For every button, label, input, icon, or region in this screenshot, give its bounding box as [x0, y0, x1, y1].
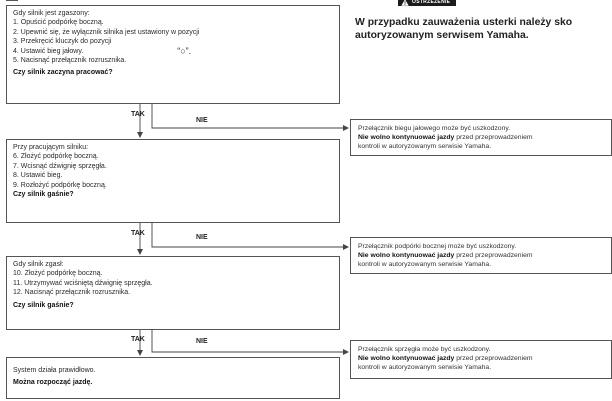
failure1-line-2 — [358, 133, 605, 142]
warning-text-line-1: W przypadku zauważenia usterki należy sko — [355, 17, 573, 28]
top-edge-rule — [6, 0, 18, 4]
step-box-1 — [6, 5, 340, 104]
arrow-no-2 — [152, 223, 348, 247]
step1-line-3: 3. Przekręcić kluczyk do pozycji — [13, 38, 112, 46]
failure2-warning: Nie wolno kontynuować jazdy — [358, 252, 455, 260]
failure3-line-2-rest: przed przeprowadzeniem — [454, 355, 533, 363]
failure1-warning: Nie wolno kontynuować jazdy — [358, 134, 455, 142]
step2-line-4: 9. Rozłożyć podpórkę boczną. — [13, 181, 107, 189]
step2-line-1: 6. Złożyć podpórkę boczną. — [13, 153, 99, 161]
step4-line-0: System działa prawidłowo. — [13, 367, 96, 374]
warning-text-line-2: autoryzowanym serwisem Yamaha. — [355, 29, 529, 41]
yes-label-1: TAK — [131, 111, 145, 118]
warning-triangle-icon — [401, 0, 409, 6]
warning-text — [355, 17, 612, 42]
failure2-line-2-rest: przed przeprowadzeniem — [454, 252, 533, 260]
arrow-no-1 — [152, 104, 348, 128]
step2-question: Czy silnik gaśnie? — [13, 191, 74, 199]
step1-line-0: Gdy silnik jest zgaszony: — [13, 10, 90, 17]
no-label-3: NIE — [196, 338, 208, 345]
failure3-warning: Nie wolno kontynuować jazdy — [358, 355, 455, 363]
step3-question: Czy silnik gaśnie? — [13, 301, 74, 309]
no-label-1: NIE — [196, 117, 208, 124]
failure2-line-2 — [358, 251, 605, 260]
no-label-2: NIE — [196, 234, 208, 241]
step-box-3 — [6, 256, 340, 330]
failure2-line-1: Przełącznik podpórki bocznej może być uszkodzony. — [358, 243, 517, 250]
step2-line-0: Przy pracującym silniku: — [13, 144, 89, 151]
step1-line-5: 5. Nacisnąć przełącznik rozrusznika. — [13, 57, 127, 65]
step3-line-0: Gdy silnik zgasł: — [13, 261, 64, 268]
step4-conclusion: Można rozpocząć jazdę. — [13, 379, 93, 387]
step-box-4 — [6, 357, 340, 399]
step3-line-3: 12. Nacisnąć przełącznik rozrusznika. — [13, 289, 131, 297]
failure1-line-2-rest: przed przeprowadzeniem — [454, 134, 533, 142]
step1-line-4-row — [13, 47, 334, 56]
failure-box-2 — [350, 237, 612, 274]
arrow-no-3 — [152, 330, 348, 352]
yes-label-2: TAK — [131, 230, 145, 237]
step1-question: Czy silnik zaczyna pracować? — [13, 69, 113, 77]
failure3-line-3: kontroli w autoryzowanym serwisie Yamaha. — [358, 364, 492, 372]
step2-line-2: 7. Wcisnąć dźwignię sprzęgła. — [13, 162, 107, 170]
failure-box-1 — [350, 119, 612, 156]
yes-label-3: TAK — [131, 336, 145, 343]
step2-line-3: 8. Ustawić bieg. — [13, 172, 63, 180]
step3-line-1: 10. Złożyć podpórkę boczną. — [13, 270, 103, 278]
step3-line-2: 11. Utrzymywać wciśniętą dźwignię sprzęgła. — [13, 279, 153, 287]
step1-line-2: 2. Upewnić się, że wyłącznik silnika jest ustawiony w pozycji — [13, 28, 200, 36]
failure3-line-1: Przełącznik sprzęgła może być uszkodzony. — [358, 346, 491, 353]
failure2-line-3: kontroli w autoryzowanym serwisie Yamaha. — [358, 261, 492, 269]
step1-line-4: 4. Ustawić bieg jałowy. — [13, 47, 84, 55]
failure-box-3 — [350, 340, 612, 379]
step-box-2 — [6, 139, 340, 223]
failure3-line-2 — [358, 354, 605, 363]
key-on-symbol: “○”. — [177, 45, 192, 56]
failure1-line-3: kontroli w autoryzowanym serwisie Yamaha. — [358, 143, 492, 151]
step1-line-1: 1. Opuścić podpórkę boczną. — [13, 19, 104, 27]
failure1-line-1: Przełącznik biegu jałowego może być uszkodzony. — [358, 125, 511, 132]
warning-badge-label: OSTRZEŻENIE — [412, 0, 451, 5]
